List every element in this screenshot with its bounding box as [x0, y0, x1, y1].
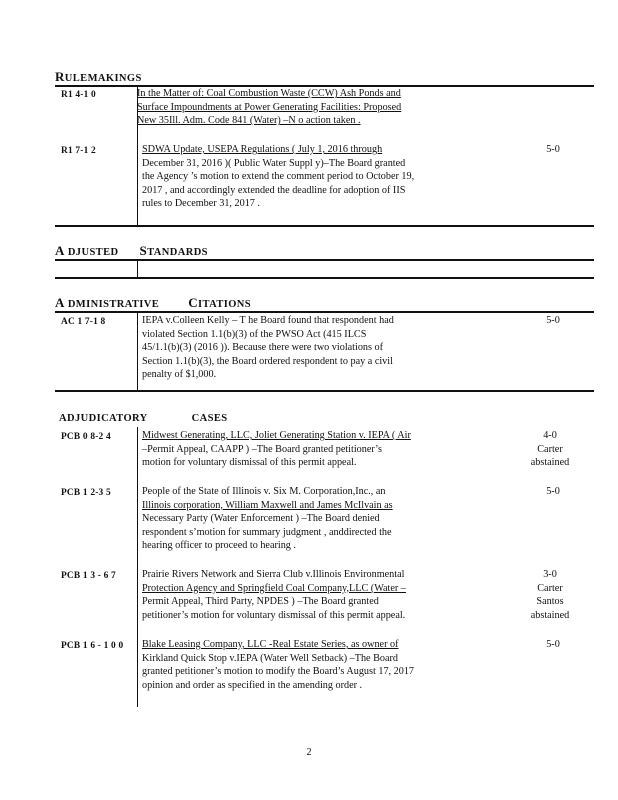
section-rule — [55, 311, 594, 313]
docket-number: AC 1 7-1 8 — [61, 317, 106, 327]
desc-line: –Permit Appeal, CAAPP ) –The Board granted petitioner’s — [142, 443, 382, 455]
desc-line: respondent s’motion for summary judgment , anddirected the — [142, 526, 392, 538]
section-rest: TANDARDS — [147, 247, 208, 258]
column-divider — [137, 313, 138, 390]
case-description — [142, 143, 414, 211]
vote-result — [538, 485, 568, 499]
section-rest: DJUSTED — [67, 247, 119, 258]
desc-line: 45/1.1(b)(3) (2016 )). Because there were two violations of — [142, 342, 384, 354]
section-rest: DMINISTRATIVE — [67, 299, 160, 310]
section-initial: A — [55, 295, 65, 310]
desc-line: penalty of $1,000. — [142, 369, 217, 381]
vote-line: Carter — [537, 443, 563, 455]
desc-line: Section 1.1(b)(3), the Board ordered respondent to pay a civil — [142, 355, 393, 367]
desc-line: Surface Impoundments at Power Generating Facilities: Proposed — [137, 101, 402, 113]
vote-result — [510, 429, 590, 470]
desc-line: Blake Leasing Company, LLC -Real Estate Series, as owner of — [142, 639, 399, 650]
case-description — [142, 429, 411, 470]
case-description — [142, 568, 406, 622]
section-rest: CASES — [191, 413, 228, 424]
docket-number: PCB 1 3 - 6 7 — [61, 571, 116, 581]
section-rest: ULEMAKINGS — [64, 73, 142, 84]
vote-line: Santos — [536, 596, 564, 608]
section-initial: A — [55, 243, 65, 258]
vote-result — [510, 568, 590, 622]
section-rule — [55, 390, 594, 392]
case-description — [142, 314, 394, 382]
section-rule — [55, 277, 594, 279]
docket-number: R1 7-1 2 — [61, 146, 96, 156]
case-description — [142, 638, 414, 692]
desc-line: Prairie Rivers Network and Sierra Club v.Illinois Environmental — [142, 569, 405, 580]
section-title-rulemakings — [55, 70, 142, 86]
vote-line: abstained — [530, 609, 570, 621]
section-title-administrative-citations — [55, 296, 251, 312]
desc-line: the Agency ’s motion to extend the comment period to October 19, — [142, 171, 415, 183]
desc-line: December 31, 2016 )( Public Water Suppl y)–The Board granted — [142, 157, 406, 169]
docket-number: PCB 0 8-2 4 — [61, 432, 111, 442]
vote-line: 5-0 — [546, 486, 560, 497]
desc-line: Kirkland Quick Stop v.IEPA (Water Well Setback) –The Board — [142, 652, 399, 664]
desc-line: violated Section 1.1(b)(3) of the PWSO Act (415 ILCS — [142, 328, 367, 340]
desc-line: granted petitioner’s motion to modify the Board’s August 17, 2017 — [142, 666, 415, 678]
desc-line: Protection Agency and Springfield Coal Company,LLC (Water – — [142, 582, 406, 594]
vote-result: 5-0 — [546, 315, 560, 326]
desc-line: IEPA v.Colleen Kelly – T he Board found that respondent had — [142, 315, 394, 326]
section-title-adjudicatory-cases — [59, 412, 228, 426]
section-initial: C — [188, 295, 199, 310]
section-rule — [55, 259, 594, 261]
vote-result: 5-0 — [546, 144, 560, 155]
desc-line: petitioner’s motion for voluntary dismissal of this permit appeal. — [142, 609, 406, 621]
docket-number: PCB 1 2-3 5 — [61, 488, 111, 498]
page-number: 2 — [306, 747, 312, 758]
vote-line: 5-0 — [546, 639, 560, 650]
desc-line: Illinois corporation, William Maxwell and James McIlvain as — [142, 499, 393, 511]
column-divider — [137, 261, 138, 277]
desc-line: SDWA Update, USEPA Regulations ( July 1, 2016 through — [142, 144, 383, 155]
vote-line: 4-0 — [543, 430, 557, 441]
docket-number: R1 4-1 0 — [61, 90, 96, 100]
vote-line: abstained — [530, 457, 570, 469]
desc-line: In the Matter of: Coal Combustion Waste (CCW) Ash Ponds and — [137, 88, 401, 99]
section-rule — [55, 225, 594, 227]
section-rest: ITATIONS — [198, 299, 252, 310]
desc-line: hearing officer to proceed to hearing . — [142, 540, 296, 552]
vote-line: Carter — [537, 582, 563, 594]
vote-result — [538, 638, 568, 652]
section-initial: R — [55, 69, 65, 84]
desc-line: motion for voluntary dismissal of this permit appeal. — [142, 457, 357, 469]
column-divider — [137, 427, 138, 707]
docket-number: PCB 1 6 - 1 0 0 — [61, 641, 124, 651]
desc-line: People of the State of Illinois v. Six M. Corporation,Inc., an — [142, 486, 386, 497]
case-description — [142, 485, 393, 553]
vote-line: 3-0 — [543, 569, 557, 580]
section-initial: S — [139, 243, 148, 258]
desc-line: opinion and order as specified in the amending order . — [142, 679, 363, 691]
case-description — [137, 87, 401, 128]
desc-line: New 35Ill. Adm. Code 841 (Water) –N o action taken . — [137, 115, 361, 127]
desc-line: Necessary Party (Water Enforcement ) –The Board denied — [142, 513, 380, 525]
desc-line: 2017 , and accordingly extended the deadline for adoption of IIS — [142, 184, 406, 196]
desc-line: Permit Appeal, Third Party, NPDES ) –The Board granted — [142, 596, 379, 608]
section-rest: ADJUDICATORY — [59, 413, 148, 424]
section-title-adjusted-standards — [55, 244, 208, 260]
desc-line: Midwest Generating, LLC, Joliet Generating Station v. IEPA ( Air — [142, 430, 411, 441]
desc-line: rules to December 31, 2017 . — [142, 198, 260, 210]
